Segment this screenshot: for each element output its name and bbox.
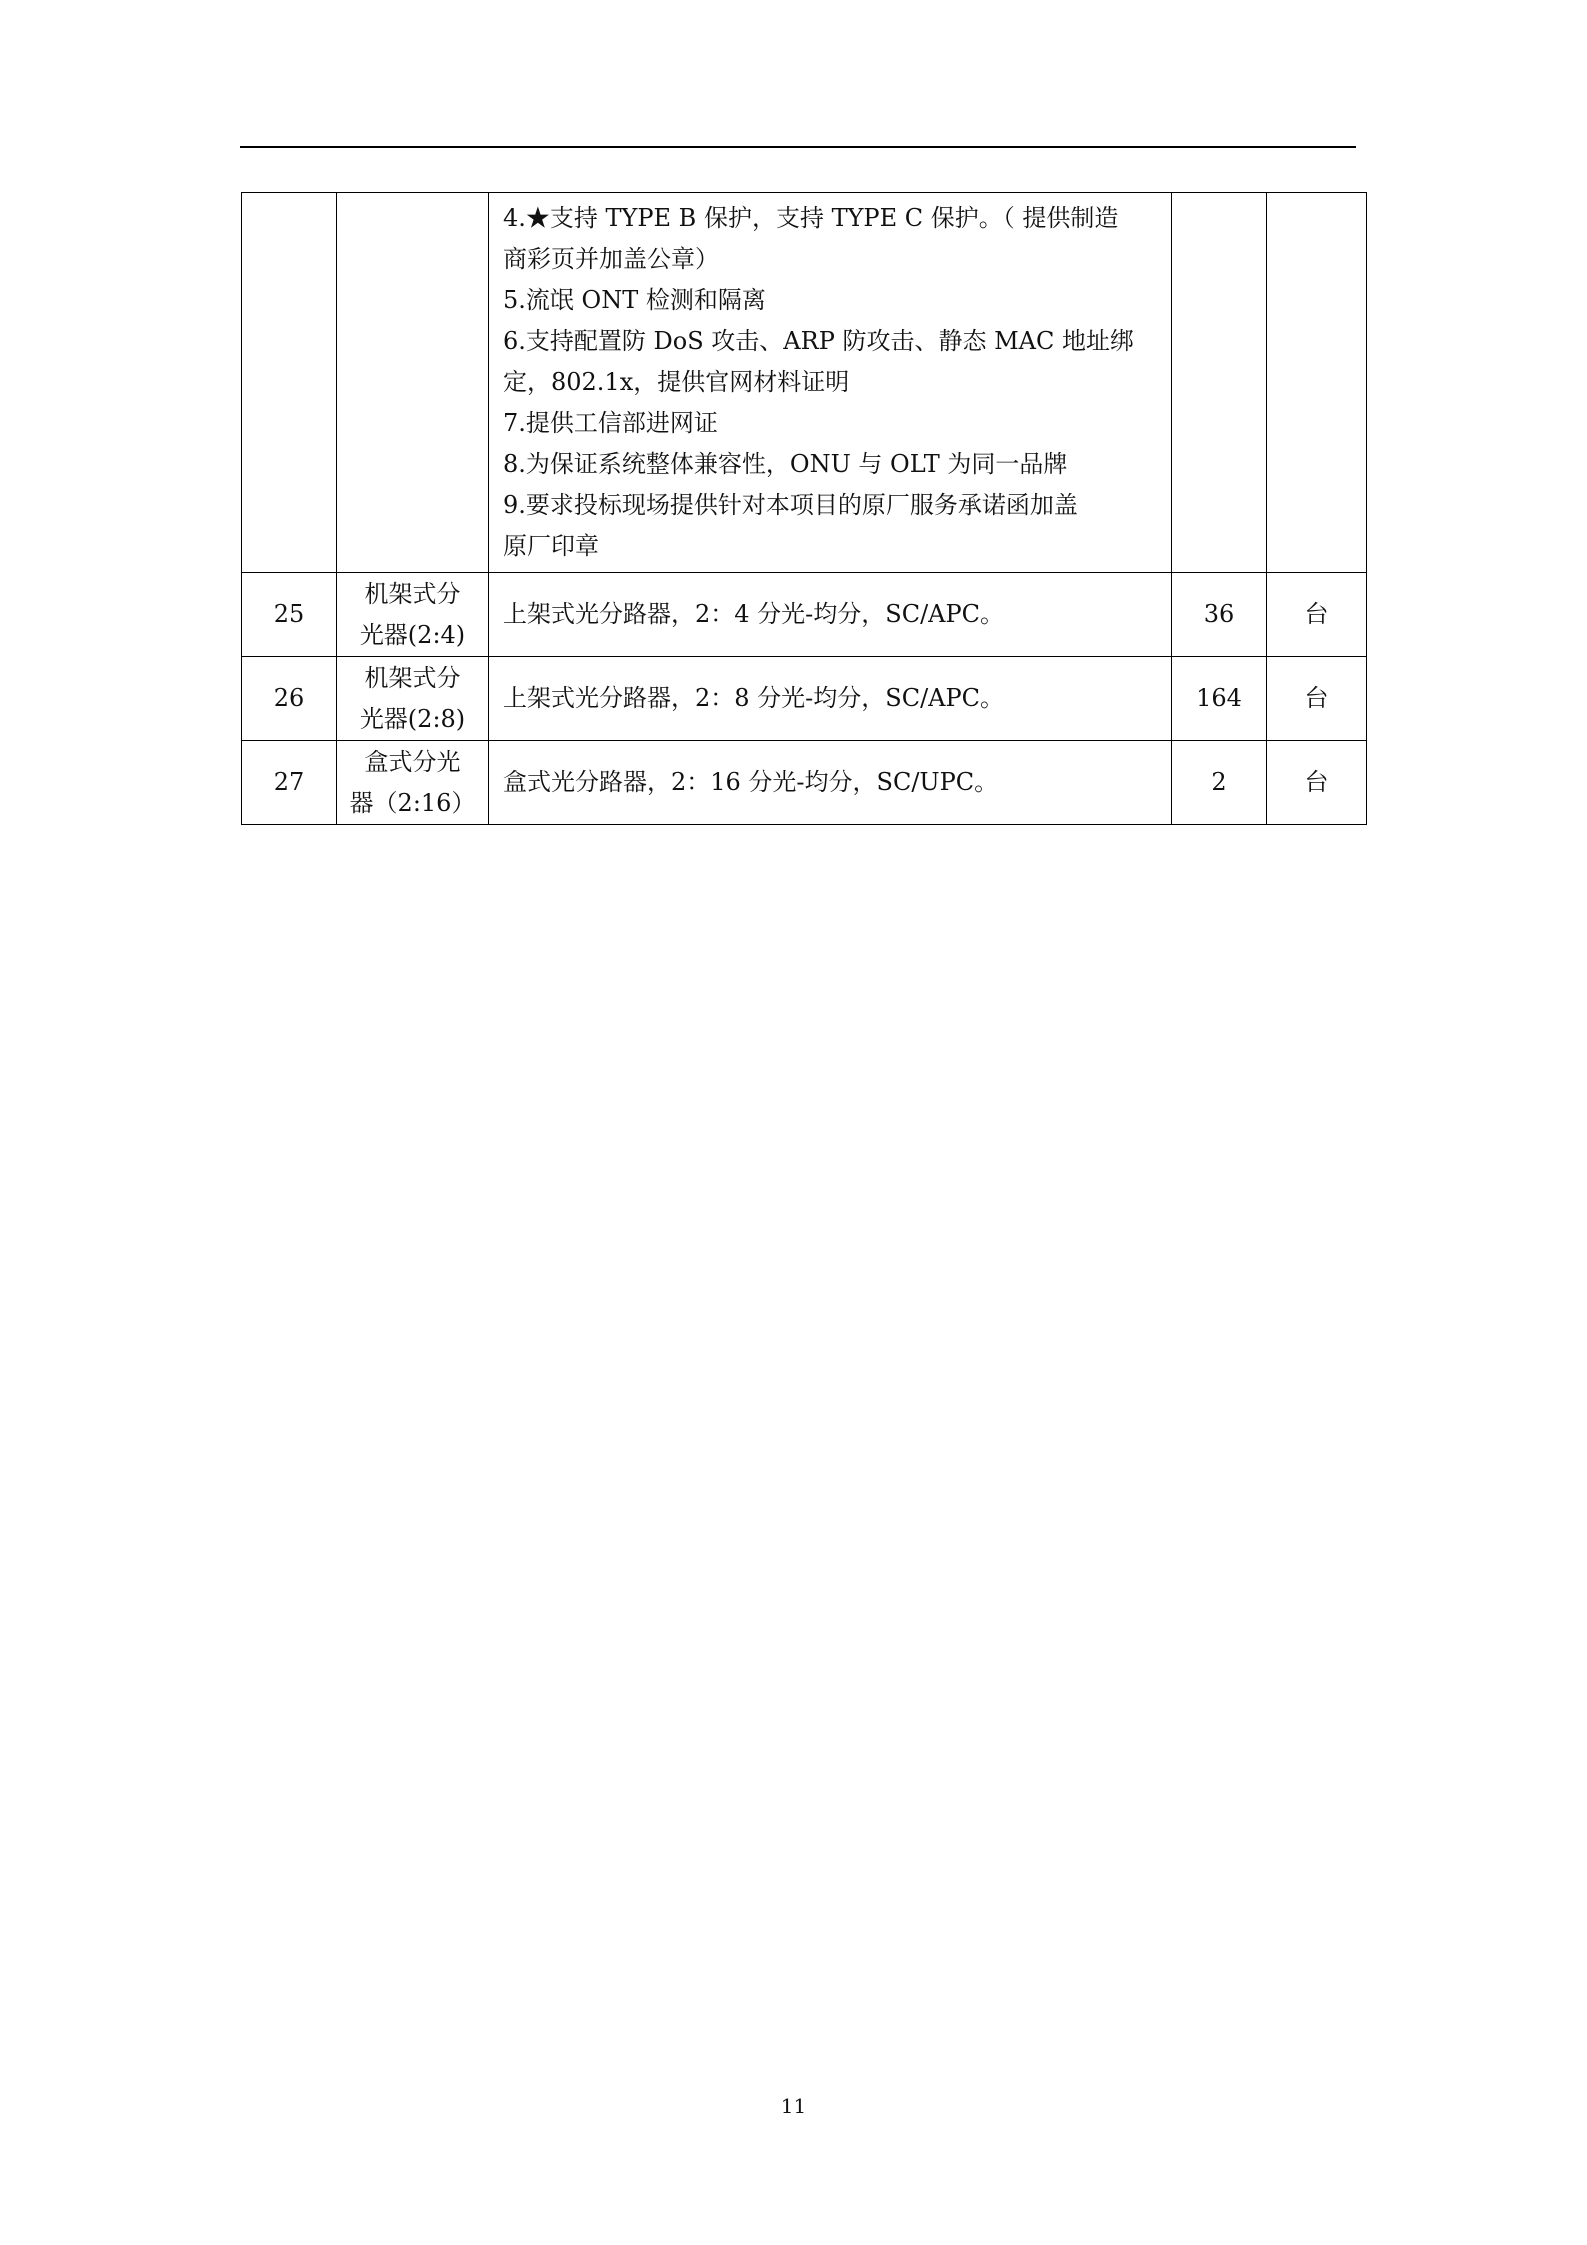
row-spec-cell: 上架式光分路器，2：4 分光-均分，SC/APC。 (489, 573, 1172, 657)
row-qty-cell: 36 (1172, 573, 1267, 657)
spec-line: 6.支持配置防 DoS 攻击、ARP 防攻击、静态 MAC 地址绑 (503, 327, 1134, 355)
table-row-continued (242, 193, 1367, 573)
row-qty-cell: 164 (1172, 657, 1267, 741)
table-row (242, 573, 1367, 657)
row-unit-cell: 台 (1267, 573, 1367, 657)
row-spec-cell: 盒式光分路器，2：16 分光-均分，SC/UPC。 (489, 741, 1172, 825)
row-name-cell (337, 573, 489, 657)
item-name-line: 器（2:16） (349, 788, 476, 817)
row-no-cell: 27 (242, 741, 337, 825)
row-qty-cell (1172, 193, 1267, 573)
row-name-cell (337, 193, 489, 573)
page-number: 11 (780, 2094, 807, 2118)
spec-line: 5.流氓 ONT 检测和隔离 (503, 286, 766, 314)
equipment-spec-table (241, 192, 1367, 825)
spec-line: 商彩页并加盖公章） (503, 245, 719, 273)
row-unit-cell (1267, 193, 1367, 573)
row-unit-cell: 台 (1267, 657, 1367, 741)
row-no-cell: 26 (242, 657, 337, 741)
item-name-line: 光器(2:4) (359, 620, 466, 649)
row-unit-cell: 台 (1267, 741, 1367, 825)
row-qty-cell: 2 (1172, 741, 1267, 825)
row-no-cell: 25 (242, 573, 337, 657)
item-name-line: 盒式分光 (364, 747, 461, 776)
spec-line: 原厂印章 (503, 532, 599, 560)
item-name-line: 光器(2:8) (359, 704, 466, 733)
row-no-cell (242, 193, 337, 573)
spec-line: 定，802.1x，提供官网材料证明 (503, 368, 850, 396)
row-name-cell (337, 741, 489, 825)
table-row (242, 657, 1367, 741)
spec-line: 7.提供工信部进网证 (503, 409, 718, 437)
header-rule (240, 146, 1356, 148)
row-name-cell (337, 657, 489, 741)
item-name-line: 机架式分 (364, 579, 461, 608)
spec-line: 8.为保证系统整体兼容性，ONU 与 OLT 为同一品牌 (503, 450, 1068, 478)
item-name-line: 机架式分 (364, 663, 461, 692)
spec-line: 4.★支持 TYPE B 保护，支持 TYPE C 保护。（ 提供制造 (503, 204, 1119, 232)
spec-line: 9.要求投标现场提供针对本项目的原厂服务承诺函加盖 (503, 491, 1078, 519)
table-row (242, 741, 1367, 825)
row-spec-cell (489, 193, 1172, 573)
row-spec-cell: 上架式光分路器，2：8 分光-均分，SC/APC。 (489, 657, 1172, 741)
